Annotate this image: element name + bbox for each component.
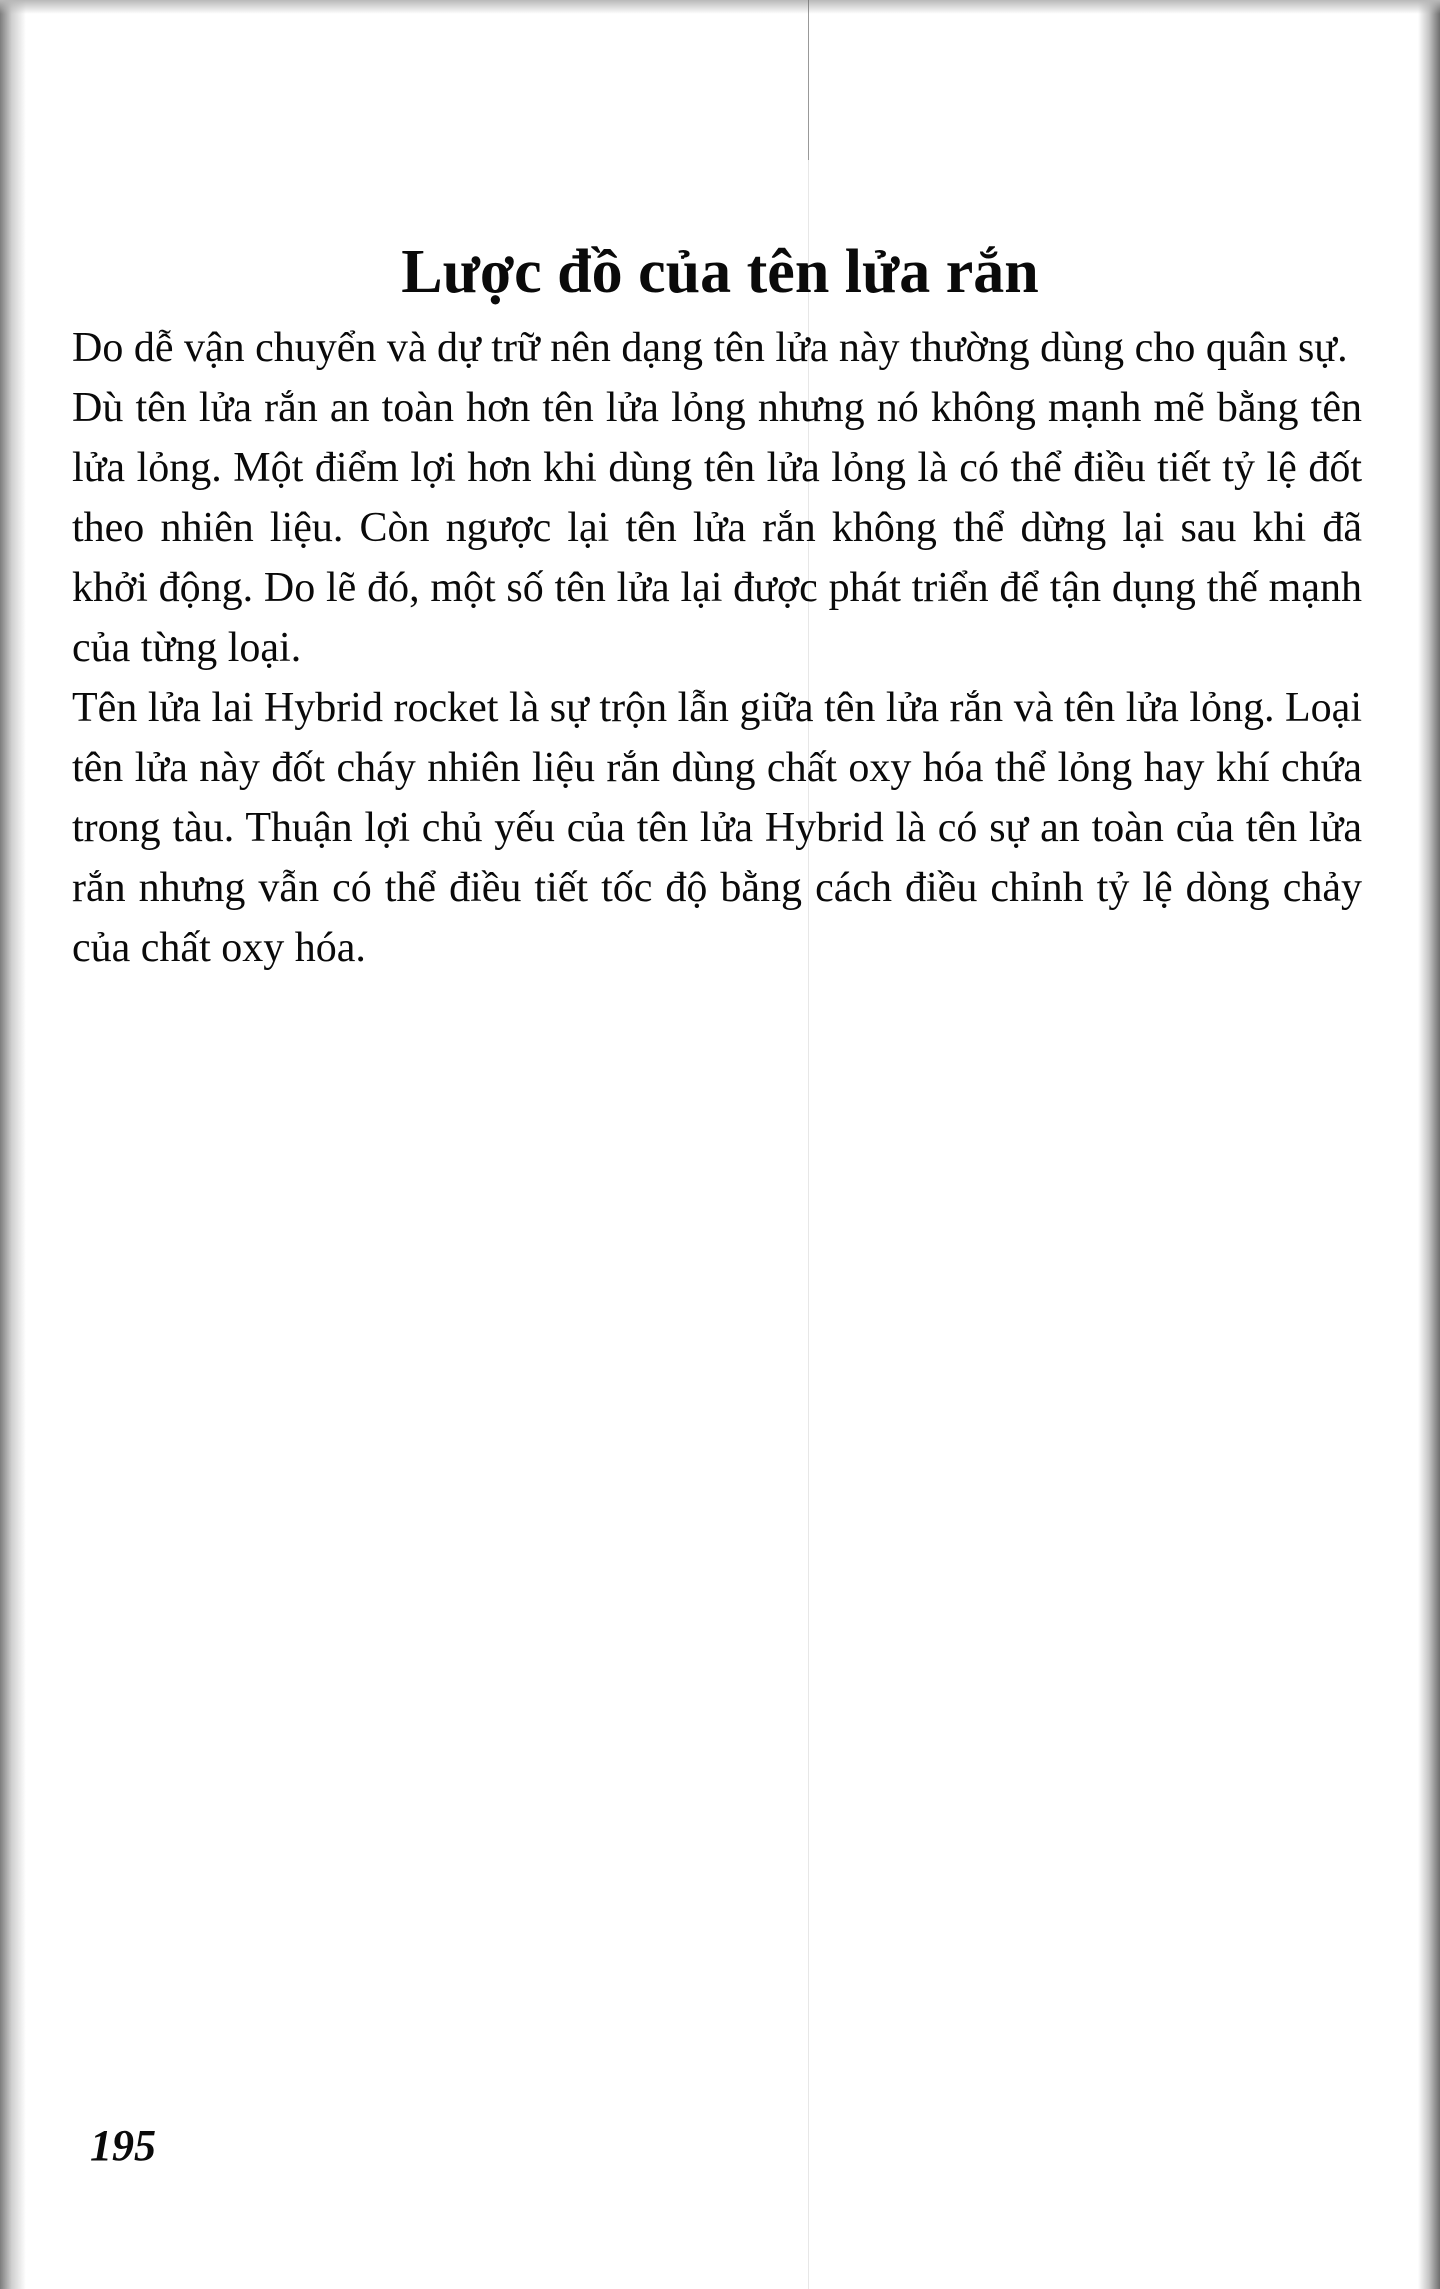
scan-edge-left [0, 0, 26, 2289]
paragraph: Do dễ vận chuyển và dự trữ nên dạng tên lửa này thường dùng cho quân sự. [72, 325, 1348, 371]
page-title: Lược đồ của tên lửa rắn [401, 238, 1039, 306]
scan-edge-right [1418, 0, 1440, 2289]
page-fold-mark [808, 0, 809, 160]
paragraph: Dù tên lửa rắn an toàn hơn tên lửa lỏng nhưng nó không mạnh mẽ bằng tên lửa lỏng. Một điểm lợi hơn khi dùng tên lửa lỏng là có thể điều tiết tỷ lệ đốt theo nhiên liệu. Còn ngược lại tên lửa rắn không thể dừng lại sau khi đã khởi động. Do lẽ đó, một số tên lửa lại được phát triển để tận dụng thế mạnh của từng loại. [72, 385, 1362, 671]
scan-edge-top [0, 0, 1440, 14]
body-text [72, 318, 1362, 978]
page-number: 195 [90, 2121, 156, 2170]
paragraph: Tên lửa lai Hybrid rocket là sự trộn lẫn giữa tên lửa rắn và tên lửa lỏng. Loại tên lửa này đốt cháy nhiên liệu rắn dùng chất oxy hóa thể lỏng hay khí chứa trong tàu. Thuận lợi chủ yếu của tên lửa Hybrid là có sự an toàn của tên lửa rắn nhưng vẫn có thể điều tiết tốc độ bằng cách điều chỉnh tỷ lệ dòng chảy của chất oxy hóa. [72, 685, 1362, 971]
